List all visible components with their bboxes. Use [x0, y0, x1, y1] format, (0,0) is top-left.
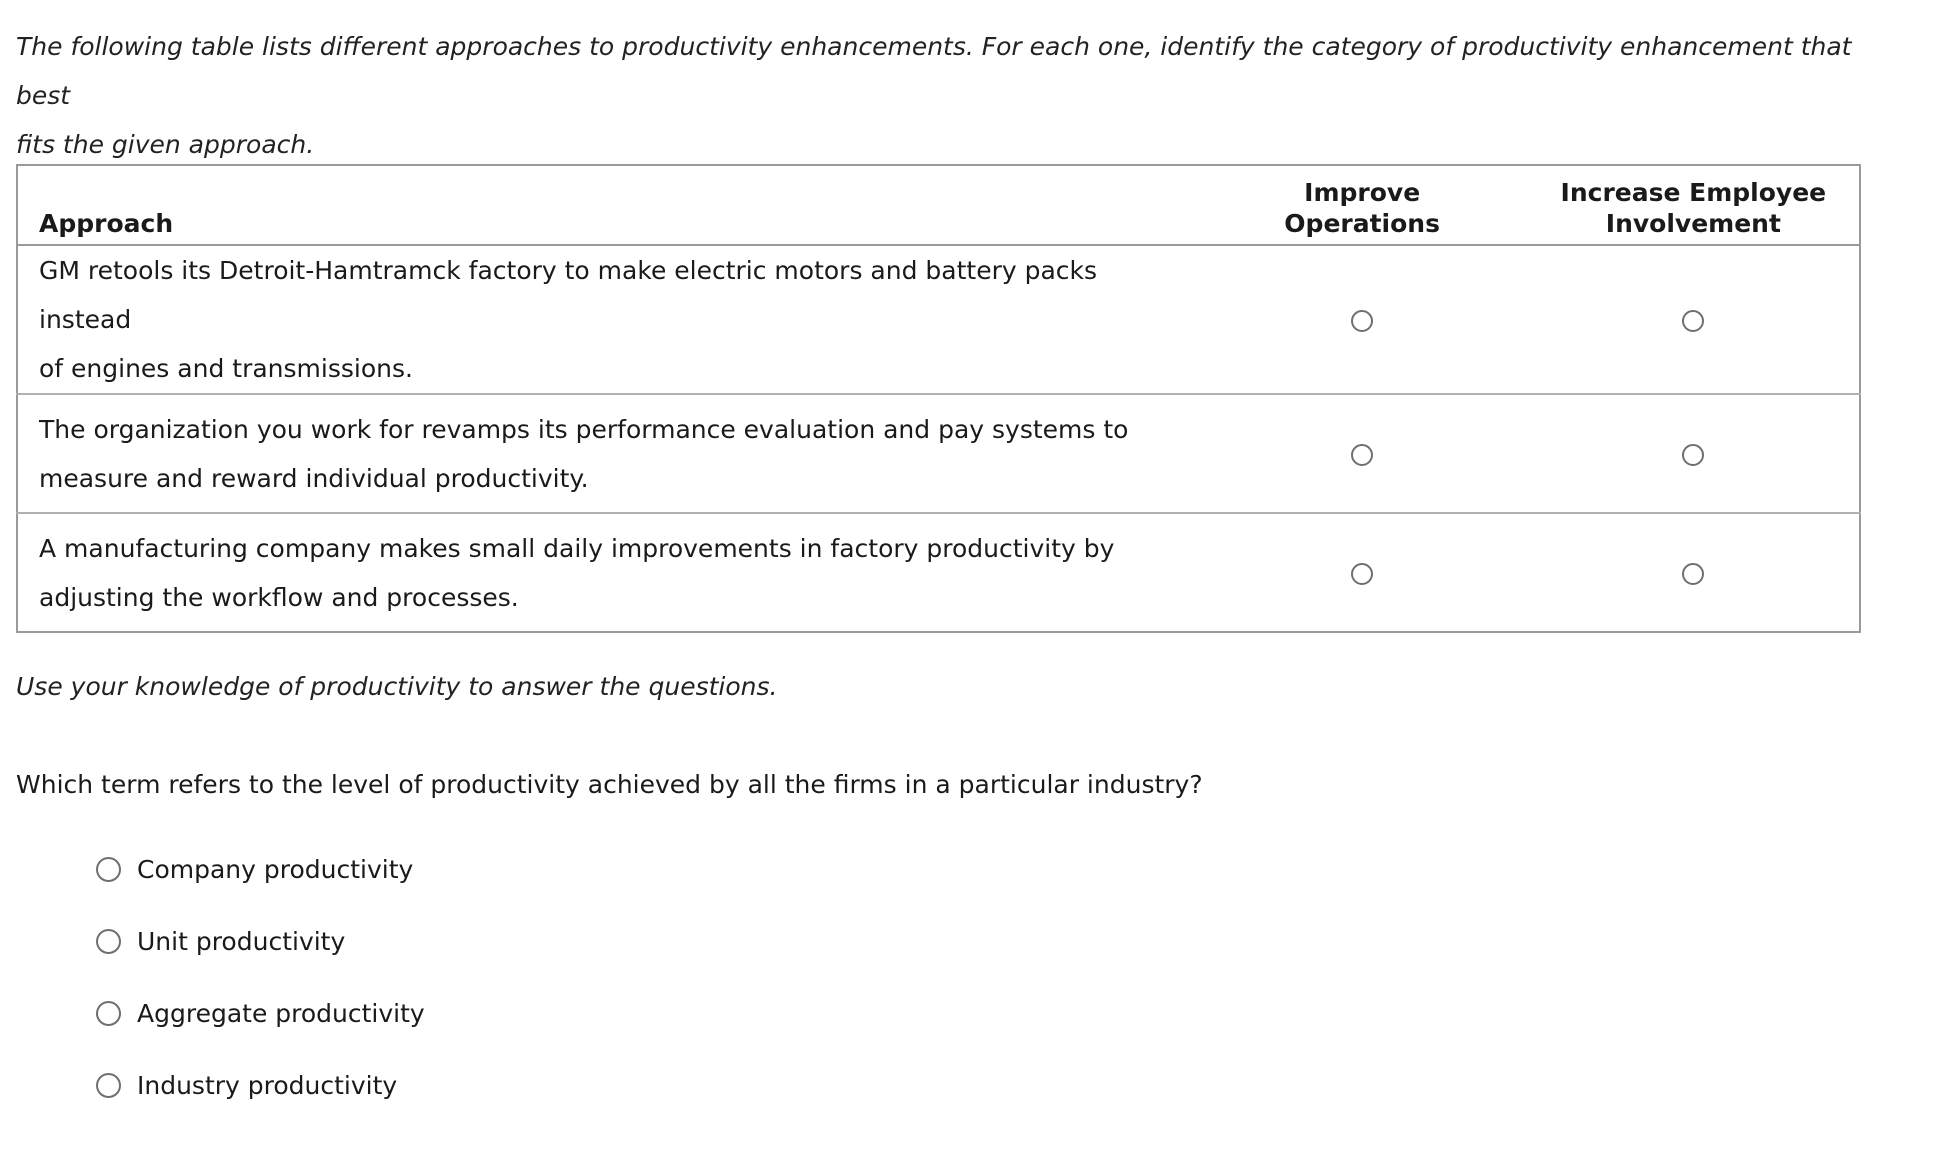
approach-text-line-1: A manufacturing company makes small daily improvements in factory productivity by [39, 533, 1115, 563]
option-company-productivity[interactable] [96, 852, 425, 886]
instruction-text: Use your knowledge of productivity to answer the questions. [16, 672, 778, 701]
option-industry-productivity[interactable] [96, 1068, 425, 1102]
row-3-increase-employee-involvement-radio[interactable] [1682, 563, 1704, 585]
answer-options [96, 852, 425, 1140]
option-label[interactable]: Industry productivity [137, 1070, 398, 1100]
approach-header-label: Approach [39, 209, 174, 238]
table-row [17, 513, 1860, 632]
option-aggregate-productivity[interactable] [96, 996, 425, 1030]
option-radio[interactable] [96, 929, 121, 954]
increase-employee-involvement-header-line-1: Increase Employee [1560, 178, 1827, 207]
approach-text-line-2: adjusting the workflow and processes. [39, 582, 519, 612]
improve-operations-cell [1197, 245, 1528, 394]
intro-line-1: The following table lists different approaches to productivity enhancements. For each one, identify the category of productivity enhancement that best [16, 32, 1852, 110]
approach-cell [17, 245, 1197, 394]
intro-text [16, 22, 1896, 169]
improve-operations-cell [1197, 513, 1528, 632]
increase-employee-involvement-cell [1528, 513, 1860, 632]
approach-matrix-table [16, 164, 1861, 633]
option-radio[interactable] [96, 1001, 121, 1026]
increase-employee-involvement-cell [1528, 245, 1860, 394]
table-row [17, 394, 1860, 513]
option-label[interactable]: Company productivity [137, 854, 414, 884]
approach-text-line-1: GM retools its Detroit-Hamtramck factory to make electric motors and battery packs instead [39, 256, 1098, 334]
option-radio[interactable] [96, 1073, 121, 1098]
increase-employee-involvement-header-line-2: Involvement [1605, 209, 1781, 238]
improve-operations-header-line-1: Improve [1304, 178, 1421, 207]
approach-cell [17, 394, 1197, 513]
approach-text-line-1: The organization you work for revamps its performance evaluation and pay systems to [39, 414, 1129, 444]
increase-employee-involvement-cell [1528, 394, 1860, 513]
option-label[interactable]: Unit productivity [137, 926, 346, 956]
row-1-increase-employee-involvement-radio[interactable] [1682, 310, 1704, 332]
approach-column-header [17, 165, 1197, 245]
row-3-improve-operations-radio[interactable] [1351, 563, 1373, 585]
approach-text-line-2: of engines and transmissions. [39, 354, 413, 383]
question-text: Which term refers to the level of productivity achieved by all the firms in a particular industry? [16, 770, 1203, 799]
option-radio[interactable] [96, 857, 121, 882]
row-2-increase-employee-involvement-radio[interactable] [1682, 444, 1704, 466]
improve-operations-header-line-2: Operations [1284, 209, 1440, 238]
approach-text-line-2: measure and reward individual productivity. [39, 463, 589, 493]
intro-line-2: fits the given approach. [16, 130, 315, 159]
row-1-improve-operations-radio[interactable] [1351, 310, 1373, 332]
table-row [17, 245, 1860, 394]
option-label[interactable]: Aggregate productivity [137, 998, 425, 1028]
option-unit-productivity[interactable] [96, 924, 425, 958]
row-2-improve-operations-radio[interactable] [1351, 444, 1373, 466]
table-header-row [17, 165, 1860, 245]
approach-cell [17, 513, 1197, 632]
improve-operations-column-header [1197, 165, 1528, 245]
increase-employee-involvement-column-header [1528, 165, 1860, 245]
improve-operations-cell [1197, 394, 1528, 513]
